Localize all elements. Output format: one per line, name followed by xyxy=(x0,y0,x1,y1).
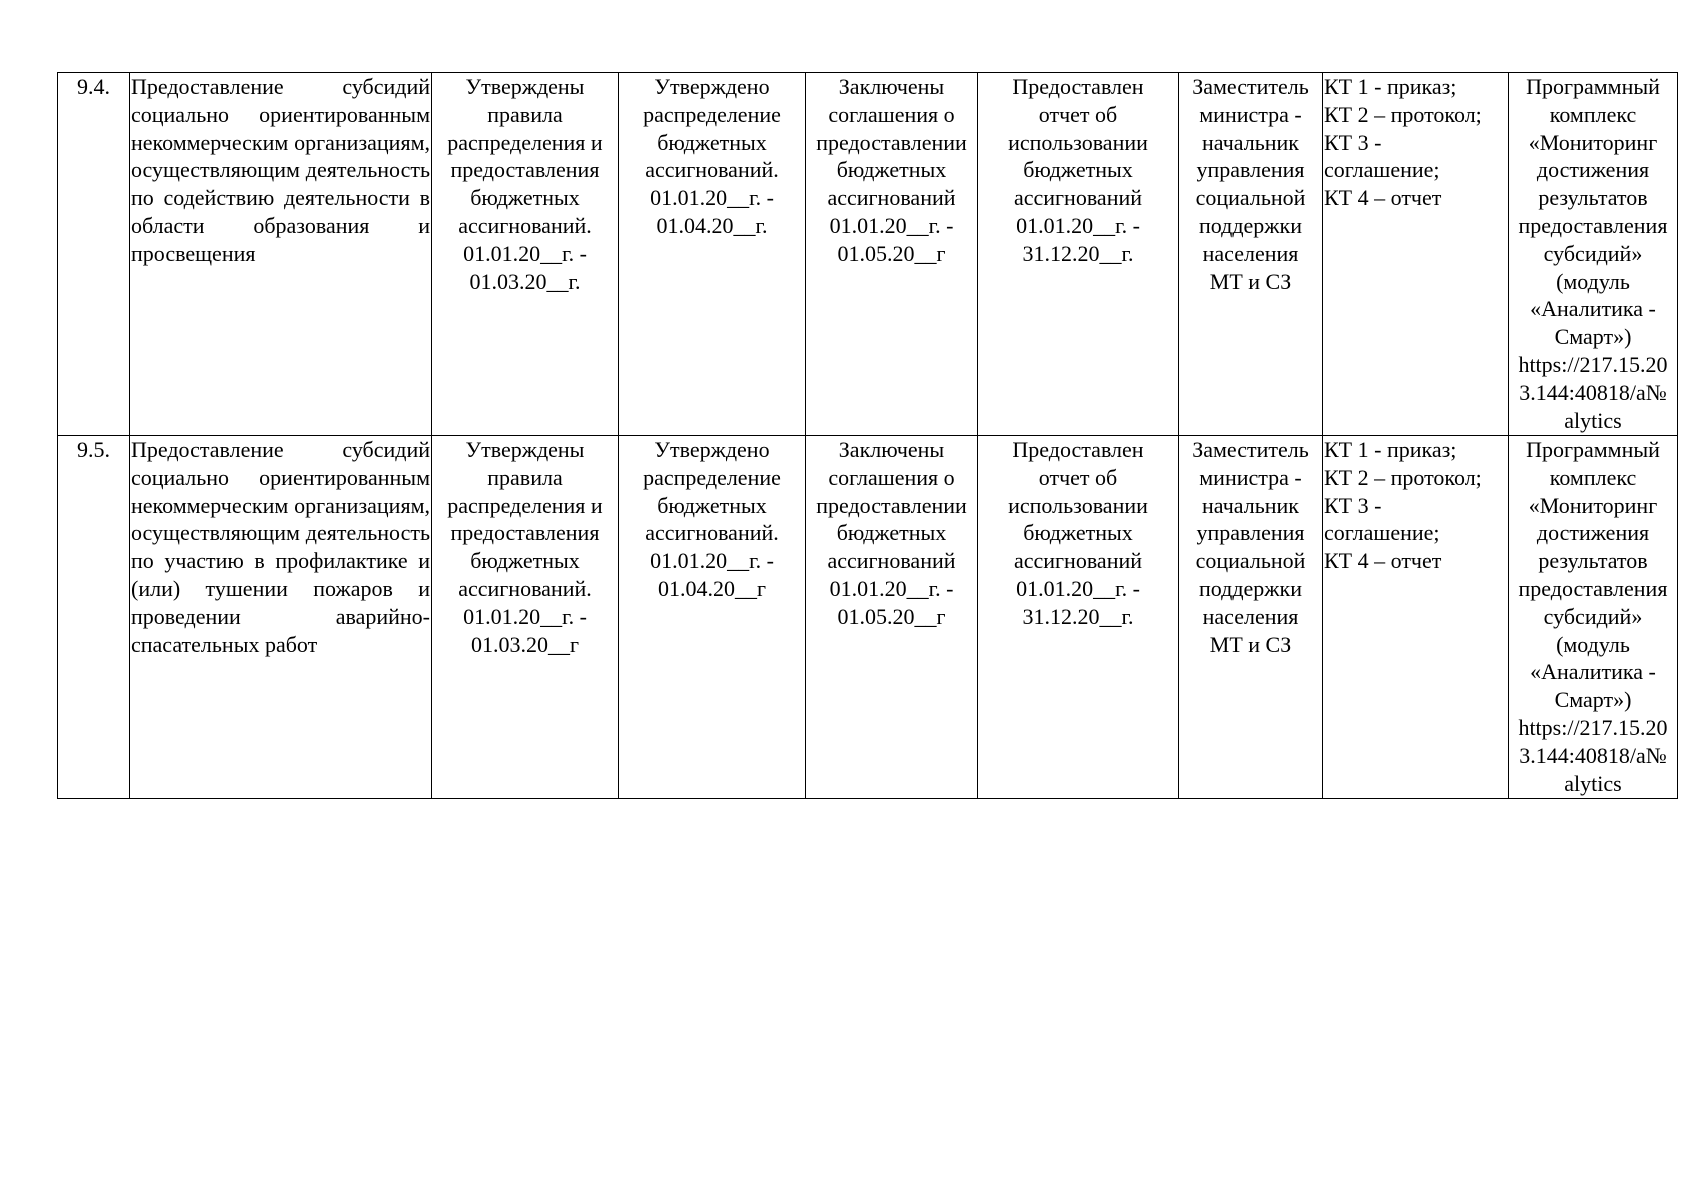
cell-line: социальной xyxy=(1195,548,1306,574)
cell-line: 01.04.20__г xyxy=(657,575,767,601)
cell-line: бюджетных xyxy=(836,157,947,183)
cell-line: (модуль xyxy=(1556,268,1630,294)
cell-line: результатов xyxy=(1538,185,1648,211)
cell-line: начальник xyxy=(1202,492,1299,518)
software-system-cell xyxy=(1509,73,1678,436)
cell-line: субсидий» xyxy=(1543,603,1643,629)
cell-line: ассигнований xyxy=(827,185,956,211)
cell-line: МТ и СЗ xyxy=(1209,268,1292,294)
row-number-cell: 9.5. xyxy=(58,436,130,799)
cell-line: МТ и СЗ xyxy=(1209,631,1292,657)
cell-line: населения xyxy=(1202,240,1299,266)
cell-line: бюджетных xyxy=(470,185,580,211)
cell-line: распределение xyxy=(643,464,781,490)
cell-line: 01.01.20__г. - xyxy=(1016,575,1140,601)
cell-line: предоставлении xyxy=(816,129,967,155)
cell-line: отчет об xyxy=(1038,101,1118,127)
cell-line: предоставления xyxy=(450,520,600,546)
cell-line: 01.01.20__г. - xyxy=(829,212,954,238)
cell-line: 01.01.20__г. - xyxy=(650,548,774,574)
agreements-cell xyxy=(806,436,978,799)
control-points-cell xyxy=(1323,73,1509,436)
cell-line: субсидий» xyxy=(1543,240,1643,266)
cell-line: Смарт») xyxy=(1554,324,1632,350)
agreements-cell xyxy=(806,73,978,436)
cell-line: бюджетных xyxy=(657,129,767,155)
row-number-cell: 9.4. xyxy=(58,73,130,436)
cell-line: бюджетных xyxy=(836,520,947,546)
cell-line: Утверждены xyxy=(465,437,585,462)
cell-line: достижения xyxy=(1536,520,1650,546)
cell-line: ассигнований. xyxy=(645,520,779,546)
cell-line: https://217.15.20 xyxy=(1518,714,1668,740)
cell-line: Заключены xyxy=(838,437,945,462)
cell-line: 3.144:40818/a№ xyxy=(1519,742,1667,768)
cell-line: бюджетных xyxy=(470,548,580,574)
cell-line: комплекс xyxy=(1549,101,1637,127)
cell-line: Утверждены xyxy=(465,74,585,99)
cell-line: 01.05.20__г xyxy=(837,603,946,629)
cell-line: https://217.15.20 xyxy=(1518,351,1668,377)
cell-line: alytics xyxy=(1564,407,1622,433)
cell-line: ассигнований. xyxy=(458,212,592,238)
cell-line: 01.01.20__г. - xyxy=(463,603,587,629)
budget-distribution-cell xyxy=(619,436,806,799)
cell-line: предоставления xyxy=(450,157,600,183)
cell-line: «Мониторинг xyxy=(1528,492,1658,518)
cell-line: соглашение; xyxy=(1324,157,1440,183)
cell-line: предоставления xyxy=(1518,212,1668,238)
cell-line: комплекс xyxy=(1549,464,1637,490)
measure-name-cell: Предоставление субсидий социально ориентированным некоммерческим организациям, осуществляющим деятельность по участию в профилактике и (или) тушении пожаров и проведении аварийно-спасательных работ xyxy=(130,436,432,799)
cell-line: «Аналитика - xyxy=(1530,659,1656,685)
cell-line: КТ 3 - xyxy=(1324,129,1382,155)
cell-line: соглашения о xyxy=(828,101,955,127)
cell-line: 01.01.20__г. - xyxy=(650,185,774,211)
cell-line: 31.12.20__г. xyxy=(1022,603,1134,629)
cell-line: бюджетных xyxy=(657,492,767,518)
cell-line: начальник xyxy=(1202,129,1299,155)
cell-line: Предоставлен xyxy=(1012,437,1144,462)
table-row xyxy=(58,436,1678,799)
cell-line: социальной xyxy=(1195,185,1306,211)
cell-line: правила xyxy=(487,464,563,490)
budget-distribution-cell xyxy=(619,73,806,436)
cell-line: 3.144:40818/a№ xyxy=(1519,379,1667,405)
measure-name-cell: Предоставление субсидий социально ориентированным некоммерческим организациям, осуществляющим деятельность по содействию деятельности в области образования и просвещения xyxy=(130,73,432,436)
cell-line: управления xyxy=(1196,157,1305,183)
cell-line: 01.03.20__г. xyxy=(469,268,581,294)
cell-line: Смарт») xyxy=(1554,687,1632,713)
cell-line: Заключены xyxy=(838,74,945,99)
responsible-person-cell xyxy=(1179,436,1323,799)
cell-line: результатов xyxy=(1538,548,1648,574)
cell-line: КТ 4 – отчет xyxy=(1324,185,1442,211)
cell-line: Программный xyxy=(1526,437,1660,462)
cell-line: ассигнований. xyxy=(645,157,779,183)
cell-line: 01.03.20__г xyxy=(470,631,580,657)
cell-line: 01.01.20__г. - xyxy=(463,240,587,266)
cell-line: использовании xyxy=(1008,129,1148,155)
software-system-cell xyxy=(1509,436,1678,799)
cell-line: ассигнований xyxy=(1013,185,1143,211)
approval-rules-cell xyxy=(432,73,619,436)
cell-line: соглашения о xyxy=(828,464,955,490)
cell-line: распределения и xyxy=(447,129,603,155)
cell-line: КТ 1 - приказ; xyxy=(1324,74,1457,99)
cell-line: бюджетных xyxy=(1023,157,1133,183)
cell-line: правила xyxy=(487,101,563,127)
cell-line: «Мониторинг xyxy=(1528,129,1658,155)
cell-line: министра - xyxy=(1199,101,1302,127)
cell-line: Утверждено xyxy=(654,437,770,462)
report-cell xyxy=(978,436,1179,799)
cell-line: (модуль xyxy=(1556,631,1630,657)
cell-line: населения xyxy=(1202,603,1299,629)
cell-line: ассигнований xyxy=(827,548,956,574)
cell-line: соглашение; xyxy=(1324,520,1440,546)
cell-line: «Аналитика - xyxy=(1530,296,1656,322)
cell-line: поддержки xyxy=(1199,212,1302,238)
cell-line: управления xyxy=(1196,520,1305,546)
cell-line: 01.01.20__г. - xyxy=(1016,212,1140,238)
cell-line: Предоставлен xyxy=(1012,74,1144,99)
cell-line: 01.05.20__г xyxy=(837,240,946,266)
document-page xyxy=(57,72,1678,799)
cell-line: бюджетных xyxy=(1023,520,1133,546)
cell-line: alytics xyxy=(1564,770,1622,796)
cell-line: распределение xyxy=(643,101,781,127)
cell-line: Программный xyxy=(1526,74,1660,99)
cell-line: Утверждено xyxy=(654,74,770,99)
table-row xyxy=(58,73,1678,436)
control-points-cell xyxy=(1323,436,1509,799)
cell-line: достижения xyxy=(1536,157,1650,183)
cell-line: КТ 3 - xyxy=(1324,492,1382,518)
cell-line: предоставлении xyxy=(816,492,967,518)
cell-line: Заместитель xyxy=(1192,437,1309,462)
cell-line: КТ 1 - приказ; xyxy=(1324,437,1457,462)
cell-line: отчет об xyxy=(1038,464,1118,490)
cell-line: КТ 2 – протокол; xyxy=(1324,464,1482,490)
plan-table xyxy=(57,72,1678,799)
report-cell xyxy=(978,73,1179,436)
cell-line: использовании xyxy=(1008,492,1148,518)
cell-line: распределения и xyxy=(447,492,603,518)
cell-line: КТ 4 – отчет xyxy=(1324,548,1442,574)
cell-line: поддержки xyxy=(1199,575,1302,601)
cell-line: министра - xyxy=(1199,464,1302,490)
cell-line: 01.04.20__г. xyxy=(656,212,768,238)
cell-line: предоставления xyxy=(1518,575,1668,601)
cell-line: 01.01.20__г. - xyxy=(829,575,954,601)
responsible-person-cell xyxy=(1179,73,1323,436)
cell-line: ассигнований. xyxy=(458,575,592,601)
cell-line: 31.12.20__г. xyxy=(1022,240,1134,266)
cell-line: КТ 2 – протокол; xyxy=(1324,101,1482,127)
approval-rules-cell xyxy=(432,436,619,799)
cell-line: Заместитель xyxy=(1192,74,1309,99)
cell-line: ассигнований xyxy=(1013,548,1143,574)
